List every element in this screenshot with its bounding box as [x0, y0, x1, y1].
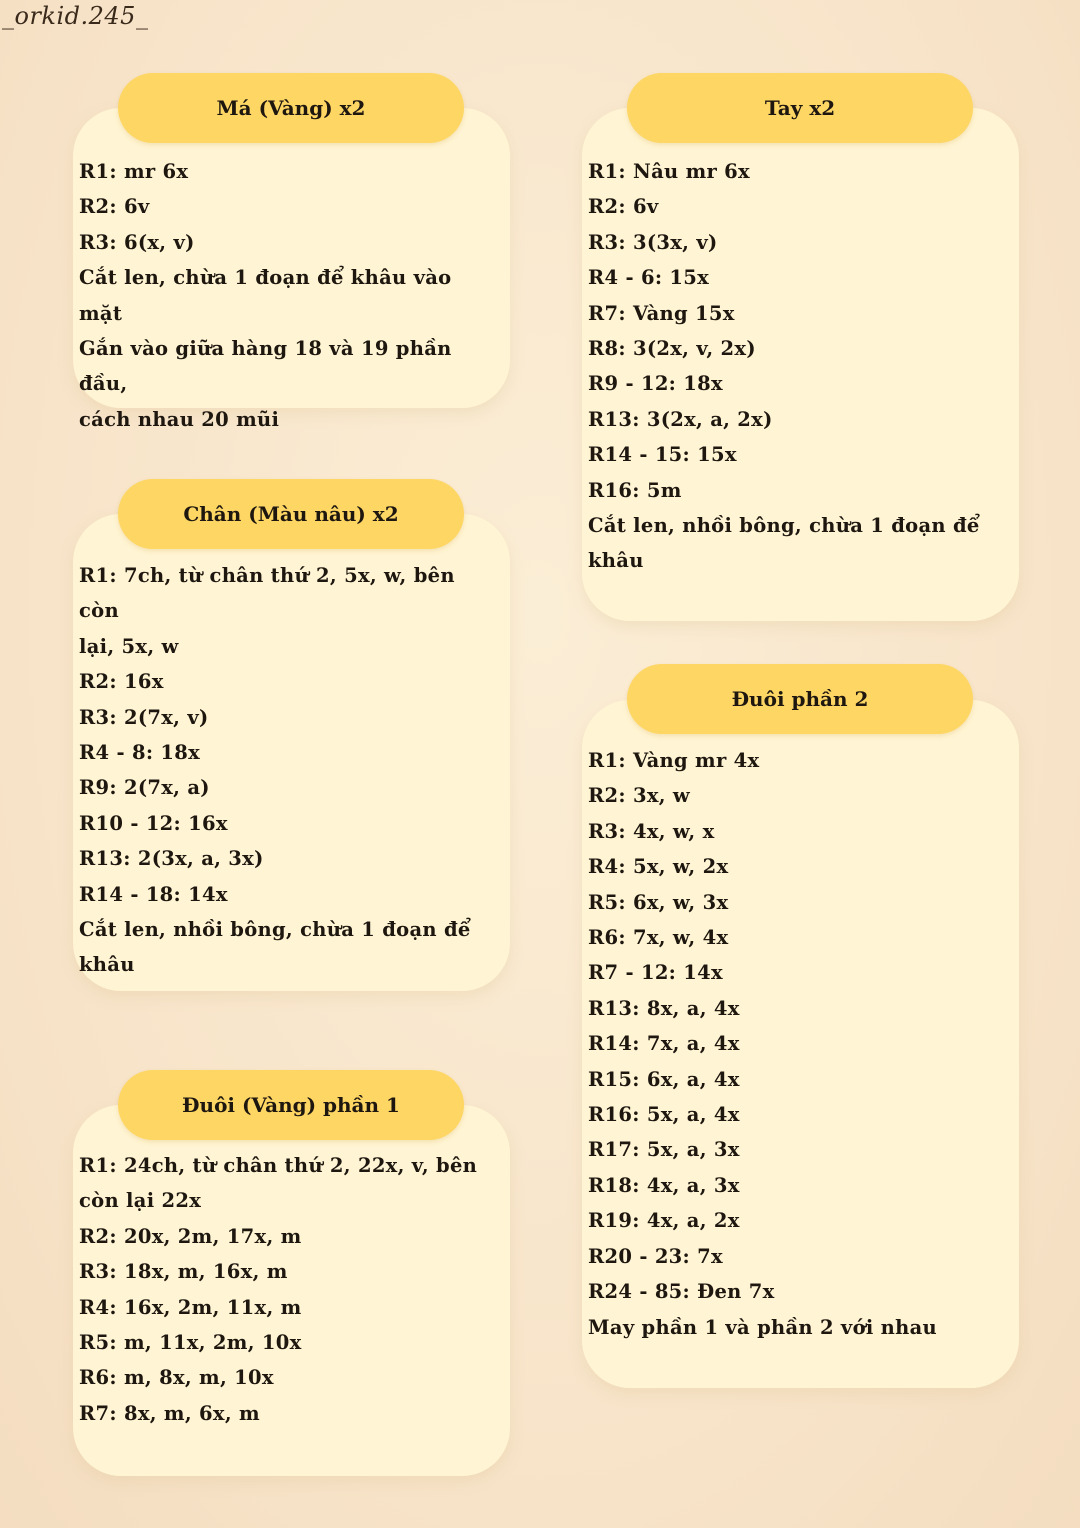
instruction-line: Gắn vào giữa hàng 18 và 19 phần đầu, — [79, 337, 459, 396]
instruction-line: Cắt len, nhồi bông, chừa 1 đoạn để — [79, 918, 471, 942]
instruction-line: R6: m, 8x, m, 10x — [79, 1366, 274, 1390]
instruction-line: R5: 6x, w, 3x — [588, 890, 729, 914]
section-card-ma — [73, 108, 510, 431]
section-title-duoi-phan-1: Đuôi (Vàng) phần 1 — [118, 1070, 464, 1140]
instruction-line: R18: 4x, a, 3x — [588, 1173, 740, 1197]
instruction-line: R13: 3(2x, a, 2x) — [588, 407, 773, 431]
instruction-line: khâu — [79, 953, 135, 977]
instruction-line: lại, 5x, w — [79, 634, 179, 658]
instruction-line: R16: 5x, a, 4x — [588, 1103, 740, 1127]
instruction-list — [588, 743, 999, 1345]
instruction-line: R3: 18x, m, 16x, m — [79, 1260, 288, 1284]
instruction-line: R6: 7x, w, 4x — [588, 926, 729, 950]
section-card-duoi-phan-1 — [73, 1105, 510, 1476]
instruction-line: R17: 5x, a, 3x — [588, 1138, 740, 1162]
instruction-line: R4: 16x, 2m, 11x, m — [79, 1295, 302, 1319]
instruction-line: R2: 20x, 2m, 17x, m — [79, 1224, 302, 1248]
instruction-line: R7: Vàng 15x — [588, 301, 735, 325]
instruction-line: R3: 4x, w, x — [588, 819, 715, 843]
instruction-line: R13: 2(3x, a, 3x) — [79, 847, 264, 871]
section-card-duoi-phan-2 — [582, 700, 1019, 1388]
instruction-line: R7: 8x, m, 6x, m — [79, 1401, 260, 1425]
instruction-line: R16: 5m — [588, 478, 682, 502]
instruction-line: R1: 7ch, từ chân thứ 2, 5x, w, bên còn — [79, 564, 462, 623]
instruction-line: Cắt len, nhồi bông, chừa 1 đoạn để — [588, 514, 980, 538]
instruction-line: R10 - 12: 16x — [79, 811, 228, 835]
instruction-list — [79, 558, 490, 983]
instruction-line: Cắt len, chừa 1 đoạn để khâu vào mặt — [79, 266, 459, 325]
instruction-line: May phần 1 và phần 2 với nhau — [588, 1315, 938, 1339]
instruction-line: R13: 8x, a, 4x — [588, 996, 740, 1020]
watermark-signature: _orkid.245_ — [2, 2, 149, 30]
instruction-line: R15: 6x, a, 4x — [588, 1067, 740, 1091]
instruction-line: R2: 6v — [588, 195, 659, 219]
instruction-line: R1: mr 6x — [79, 160, 189, 183]
instruction-list — [79, 154, 490, 437]
instruction-line: R1: Nâu mr 6x — [588, 160, 750, 183]
instruction-line: R5: m, 11x, 2m, 10x — [79, 1331, 302, 1355]
instruction-line: R9 - 12: 18x — [588, 372, 723, 396]
section-card-tay — [582, 108, 1019, 621]
instruction-line: R9: 2(7x, a) — [79, 776, 210, 800]
instruction-line: R3: 3(3x, v) — [588, 230, 718, 254]
instruction-line: R4 - 8: 18x — [79, 741, 201, 765]
section-title-ma: Má (Vàng) x2 — [118, 73, 464, 143]
instruction-line: R4: 5x, w, 2x — [588, 855, 729, 879]
instruction-line: R20 - 23: 7x — [588, 1244, 723, 1268]
instruction-line: R19: 4x, a, 2x — [588, 1209, 740, 1233]
instruction-line: R2: 6v — [79, 195, 150, 219]
instruction-list — [588, 154, 999, 579]
instruction-line: R8: 3(2x, v, 2x) — [588, 337, 756, 361]
instruction-line: R14 - 15: 15x — [588, 443, 737, 467]
instruction-line: R24 - 85: Đen 7x — [588, 1280, 775, 1304]
instruction-line: R4 - 6: 15x — [588, 266, 710, 290]
instruction-list — [79, 1148, 490, 1431]
section-card-chan — [73, 514, 510, 991]
instruction-line: R1: 24ch, từ chân thứ 2, 22x, v, bên — [79, 1154, 478, 1177]
instruction-line: R2: 3x, w — [588, 784, 691, 808]
instruction-line: R7 - 12: 14x — [588, 961, 723, 985]
instruction-line: còn lại 22x — [79, 1189, 202, 1213]
instruction-line: R1: Vàng mr 4x — [588, 749, 760, 772]
instruction-line: R14: 7x, a, 4x — [588, 1032, 740, 1056]
instruction-line: R2: 16x — [79, 670, 164, 694]
instruction-line: cách nhau 20 mũi — [79, 407, 280, 431]
instruction-line: R3: 6(x, v) — [79, 230, 195, 254]
instruction-line: khâu — [588, 549, 644, 573]
section-title-chan: Chân (Màu nâu) x2 — [118, 479, 464, 549]
instruction-line: R14 - 18: 14x — [79, 882, 228, 906]
section-title-tay: Tay x2 — [627, 73, 973, 143]
instruction-line: R3: 2(7x, v) — [79, 705, 209, 729]
section-title-duoi-phan-2: Đuôi phần 2 — [627, 664, 973, 734]
